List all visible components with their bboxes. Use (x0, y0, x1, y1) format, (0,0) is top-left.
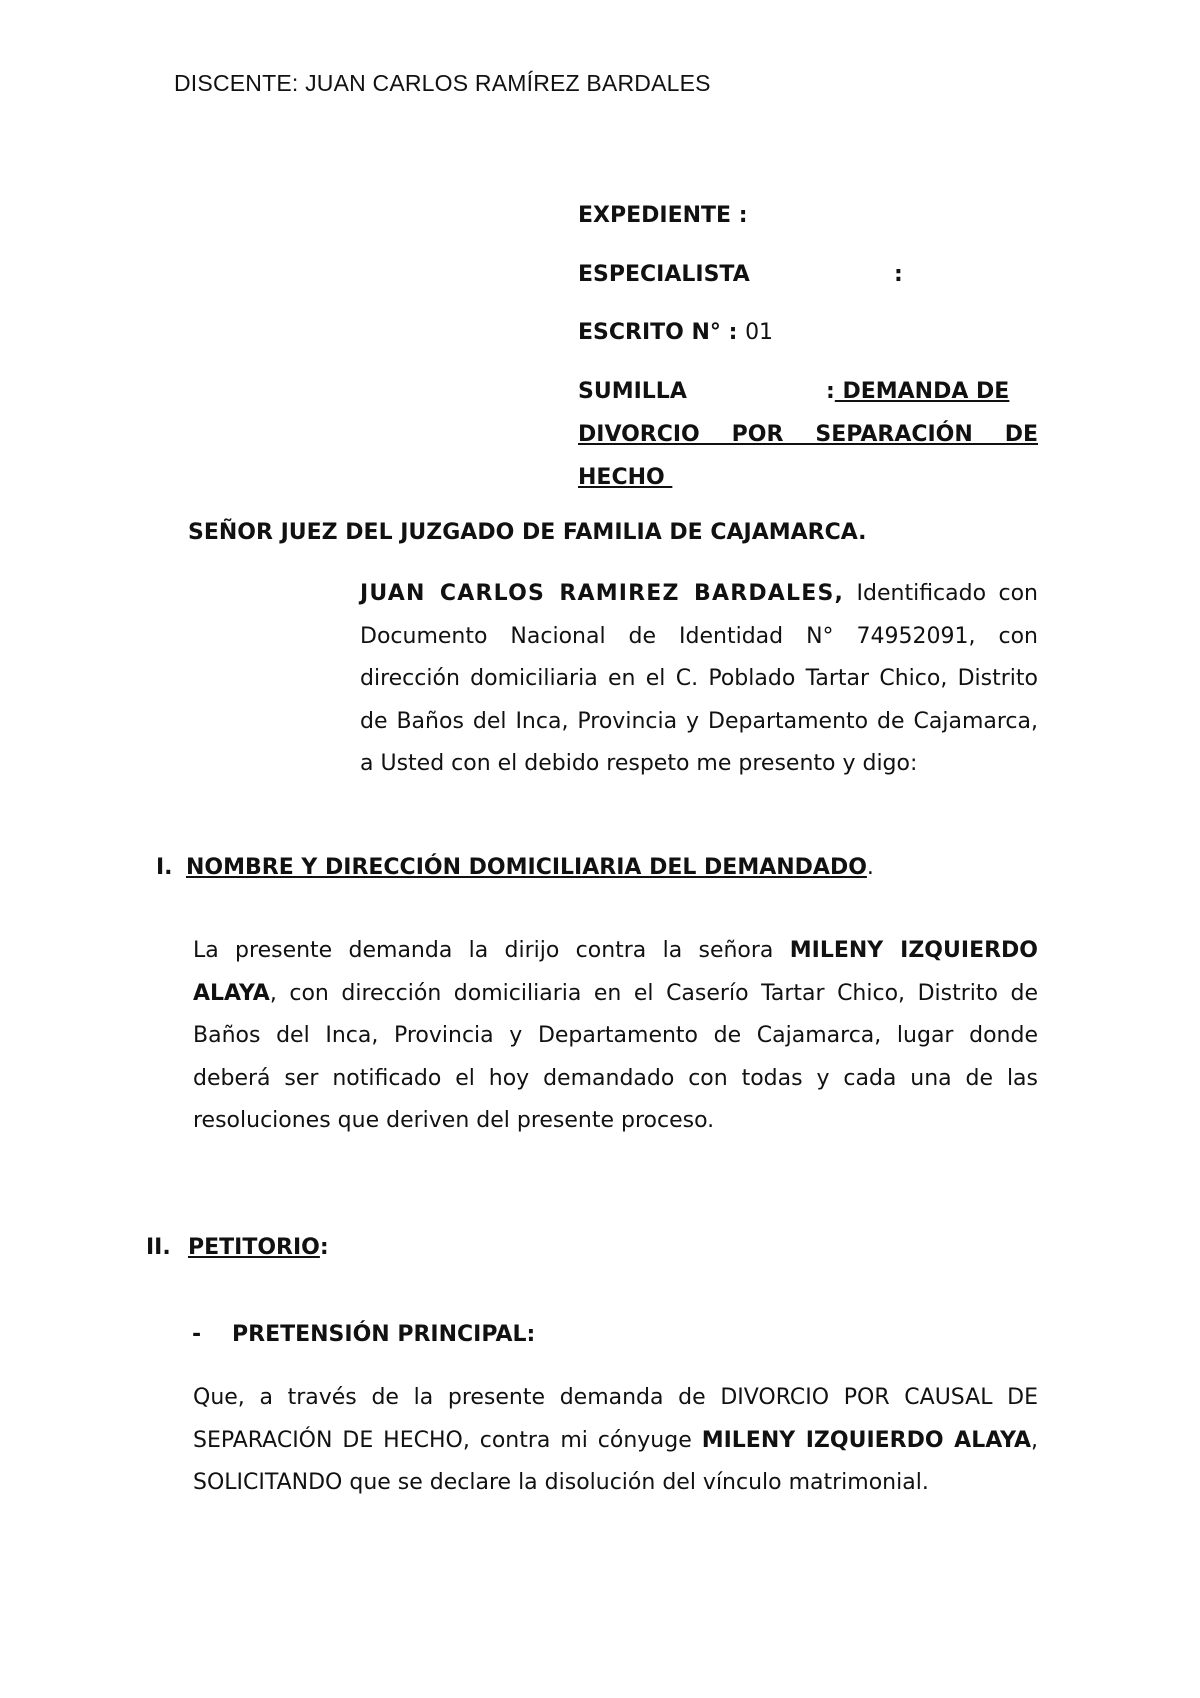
section-2-text-b: , SOLICITANDO que se declare la disolución del vínculo matrimonial. (193, 1427, 1038, 1495)
section-1-title: NOMBRE Y DIRECCIÓN DOMICILIARIA DEL DEMANDADO (186, 855, 867, 880)
section-1-text-a: La presente demanda la dirijo contra la señora (193, 938, 790, 963)
section-2-number: II. (146, 1235, 171, 1260)
especialista-field (578, 262, 903, 287)
pretension-heading (192, 1322, 536, 1347)
section-1-heading (156, 855, 874, 880)
spouse-name: MILENY IZQUIERDO ALAYA (701, 1427, 1031, 1453)
section-2-text-a: Que, a través de la presente demanda de DIVORCIO POR CAUSAL DE SEPARACIÓN DE HECHO, contra mi cónyuge (193, 1385, 1038, 1453)
section-2-paragraph (193, 1377, 1038, 1505)
sumilla-colon: : (826, 379, 835, 404)
defendant-name: MILENY IZQUIERDO ALAYA (193, 938, 1038, 1006)
section-1-paragraph (193, 930, 1038, 1143)
section-1-text-b: , con dirección domiciliaria en el Caserío Tartar Chico, Distrito de Baños del Inca, Provincia y Departamento de Cajamarca, lugar donde deberá ser notificado el hoy demandado con todas y cada una de las resoluciones que deriven del presente proceso. (193, 980, 1038, 1133)
intro-text: Identificado con Documento Nacional de Identidad N° 74952091, con dirección domiciliaria en el C. Poblado Tartar Chico, Distrito de Baños del Inca, Provincia y Departamento de Cajamarca, a Usted con el debido respeto me presento y digo: (360, 581, 1038, 776)
pretension-title: PRETENSIÓN PRINCIPAL: (232, 1322, 536, 1347)
escrito-value: 01 (745, 320, 774, 345)
judge-address: SEÑOR JUEZ DEL JUZGADO DE FAMILIA DE CAJAMARCA. (188, 520, 867, 545)
sumilla-line-2: DIVORCIO POR SEPARACIÓN DE (578, 422, 1038, 447)
sumilla-row-1 (578, 370, 1038, 413)
expediente-label: EXPEDIENTE : (578, 203, 748, 228)
sumilla-line-1: DEMANDA DE (834, 379, 1010, 404)
intro-paragraph (360, 573, 1038, 786)
section-2-heading (146, 1235, 329, 1260)
especialista-colon: : (894, 262, 903, 287)
especialista-label: ESPECIALISTA (578, 262, 750, 287)
expediente-field (578, 203, 748, 228)
discente-header: DISCENTE: JUAN CARLOS RAMÍREZ BARDALES (174, 70, 711, 96)
sumilla-label: SUMILLA (578, 379, 687, 404)
plaintiff-name: JUAN CARLOS RAMIREZ BARDALES, (360, 581, 845, 606)
section-1-period: . (866, 855, 874, 880)
escrito-field (578, 320, 773, 345)
sumilla-line-3: HECHO (578, 465, 673, 490)
section-1-number: I. (156, 855, 173, 880)
escrito-label: ESCRITO N° : (578, 320, 738, 345)
section-2-colon: : (319, 1235, 329, 1260)
section-2-title: PETITORIO (188, 1235, 320, 1260)
sumilla-block (578, 370, 1038, 499)
bullet-dash: - (192, 1322, 202, 1347)
